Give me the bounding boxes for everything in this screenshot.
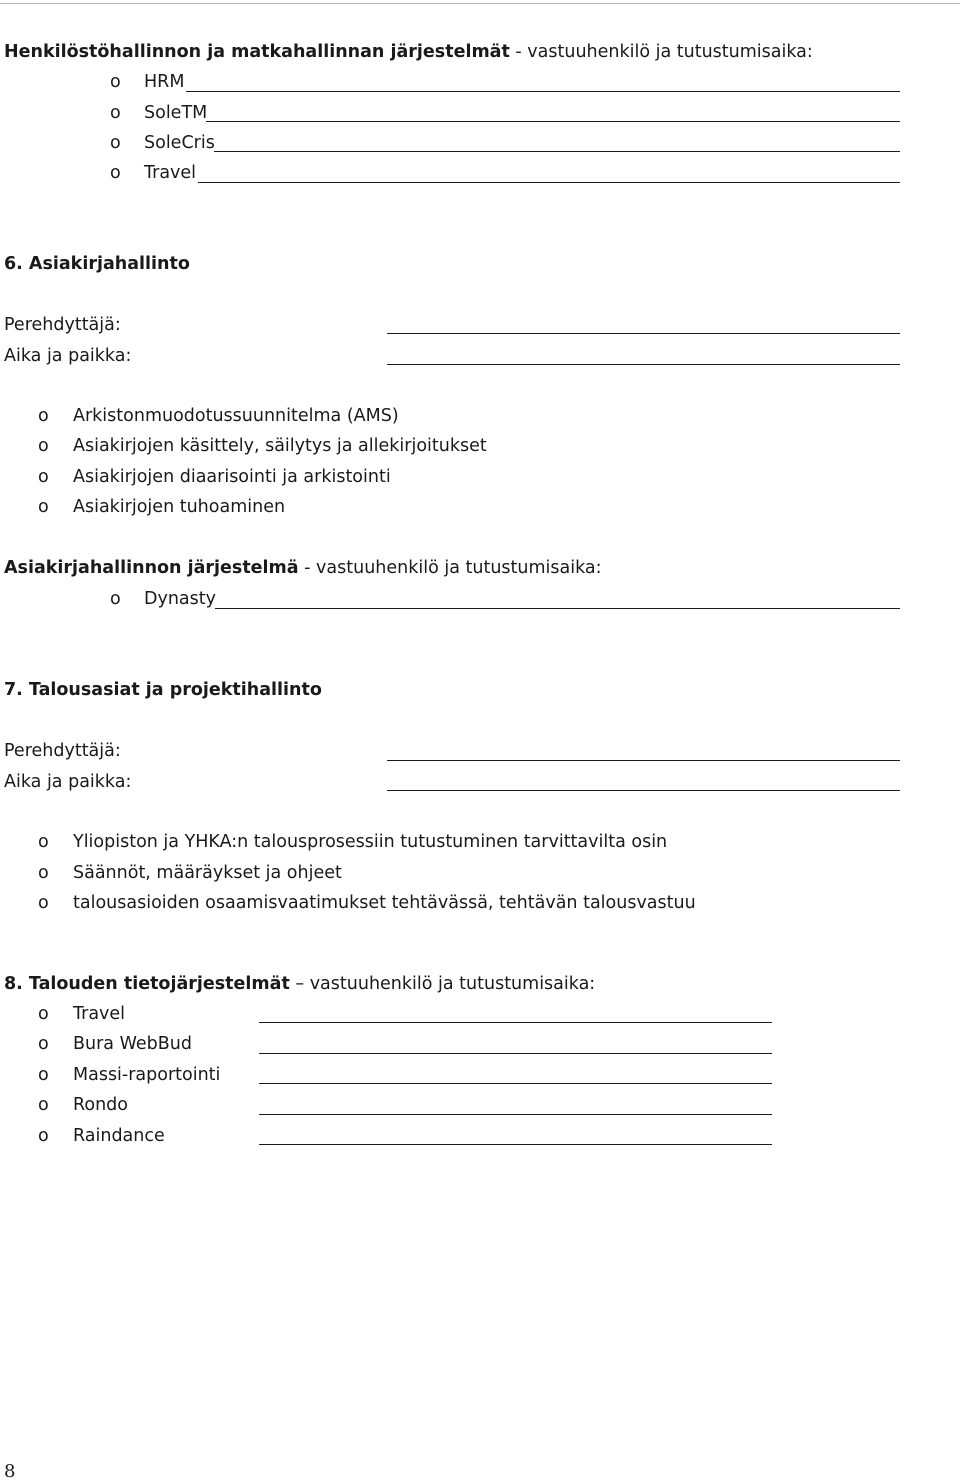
bullet-marker: o (38, 467, 49, 487)
bullet-marker: o (38, 1095, 49, 1115)
bullet-marker: o (38, 1034, 49, 1054)
perehdyttaja-fill-line[interactable] (387, 333, 900, 334)
bullet-marker: o (110, 103, 121, 123)
top-rule (0, 3, 960, 4)
list-item: Asiakirjojen tuhoaminen (73, 497, 286, 517)
bullet-marker: o (38, 1004, 49, 1024)
fill-line-raindance[interactable] (259, 1144, 772, 1145)
bullet-marker: o (38, 1126, 49, 1146)
section-7-title: 7. Talousasiat ja projektihallinto (4, 680, 322, 700)
list-item: talousasioiden osaamisvaatimukset tehtävässä, tehtävän talousvastuu (73, 893, 696, 913)
bullet-marker: o (110, 163, 121, 183)
fill-line-dynasty[interactable] (215, 608, 900, 609)
list-item: Asiakirjojen käsittely, säilytys ja allekirjoitukset (73, 436, 487, 456)
bullet-marker: o (38, 863, 49, 883)
section-8-title (4, 973, 595, 995)
document-system-heading-bold: Asiakirjahallinnon järjestelmä (4, 558, 299, 578)
list-item-raindance: Raindance (73, 1126, 165, 1146)
bullet-marker: o (38, 893, 49, 913)
list-item-dynasty: Dynasty (144, 589, 216, 609)
list-item: Säännöt, määräykset ja ohjeet (73, 863, 342, 883)
bullet-marker: o (38, 1065, 49, 1085)
section-8-title-rest: – vastuuhenkilö ja tutustumisaika: (289, 974, 596, 994)
bullet-marker: o (38, 832, 49, 852)
fill-line-travel[interactable] (259, 1022, 772, 1023)
section-8-title-bold: 8. Talouden tietojärjestelmät (4, 974, 290, 994)
aika-ja-paikka-fill-line[interactable] (387, 790, 900, 791)
section-6-title: 6. Asiakirjahallinto (4, 254, 190, 274)
fill-line-massi-raportointi[interactable] (259, 1083, 772, 1084)
bullet-marker: o (110, 133, 121, 153)
bullet-marker: o (38, 436, 49, 456)
aika-ja-paikka-fill-line[interactable] (387, 364, 900, 365)
perehdyttaja-label: Perehdyttäjä: (4, 315, 121, 335)
fill-line-solecris[interactable] (214, 151, 900, 152)
fill-line-soletm[interactable] (206, 121, 900, 122)
document-system-heading (4, 557, 602, 579)
list-item: Yliopiston ja YHKA:n talousprosessiin tutustuminen tarvittavilta osin (73, 832, 668, 852)
list-item: Asiakirjojen diaarisointi ja arkistointi (73, 467, 391, 487)
bullet-marker: o (38, 497, 49, 517)
list-item-solecris: SoleCris (144, 133, 215, 153)
aika-ja-paikka-label: Aika ja paikka: (4, 772, 132, 792)
page-number: 8 (4, 1461, 16, 1482)
list-item-travel: Travel (73, 1004, 126, 1024)
hr-systems-heading (4, 41, 813, 63)
list-item-hrm: HRM (144, 72, 185, 92)
fill-line-bura-webbud[interactable] (259, 1053, 772, 1054)
perehdyttaja-fill-line[interactable] (387, 760, 900, 761)
aika-ja-paikka-label: Aika ja paikka: (4, 346, 132, 366)
list-item-massi-raportointi: Massi-raportointi (73, 1065, 221, 1085)
document-system-heading-rest: - vastuuhenkilö ja tutustumisaika: (298, 558, 602, 578)
list-item-travel: Travel (144, 163, 197, 183)
bullet-marker: o (110, 72, 121, 92)
fill-line-hrm[interactable] (186, 91, 900, 92)
hr-systems-heading-rest: - vastuuhenkilö ja tutustumisaika: (509, 42, 813, 62)
hr-systems-heading-bold: Henkilöstöhallinnon ja matkahallinnan järjestelmät (4, 42, 510, 62)
perehdyttaja-label: Perehdyttäjä: (4, 741, 121, 761)
fill-line-travel[interactable] (198, 182, 900, 183)
list-item-rondo: Rondo (73, 1095, 128, 1115)
list-item-soletm: SoleTM (144, 103, 208, 123)
list-item: Arkistonmuodotussuunnitelma (AMS) (73, 406, 399, 426)
fill-line-rondo[interactable] (259, 1114, 772, 1115)
bullet-marker: o (110, 589, 121, 609)
bullet-marker: o (38, 406, 49, 426)
list-item-bura-webbud: Bura WebBud (73, 1034, 192, 1054)
